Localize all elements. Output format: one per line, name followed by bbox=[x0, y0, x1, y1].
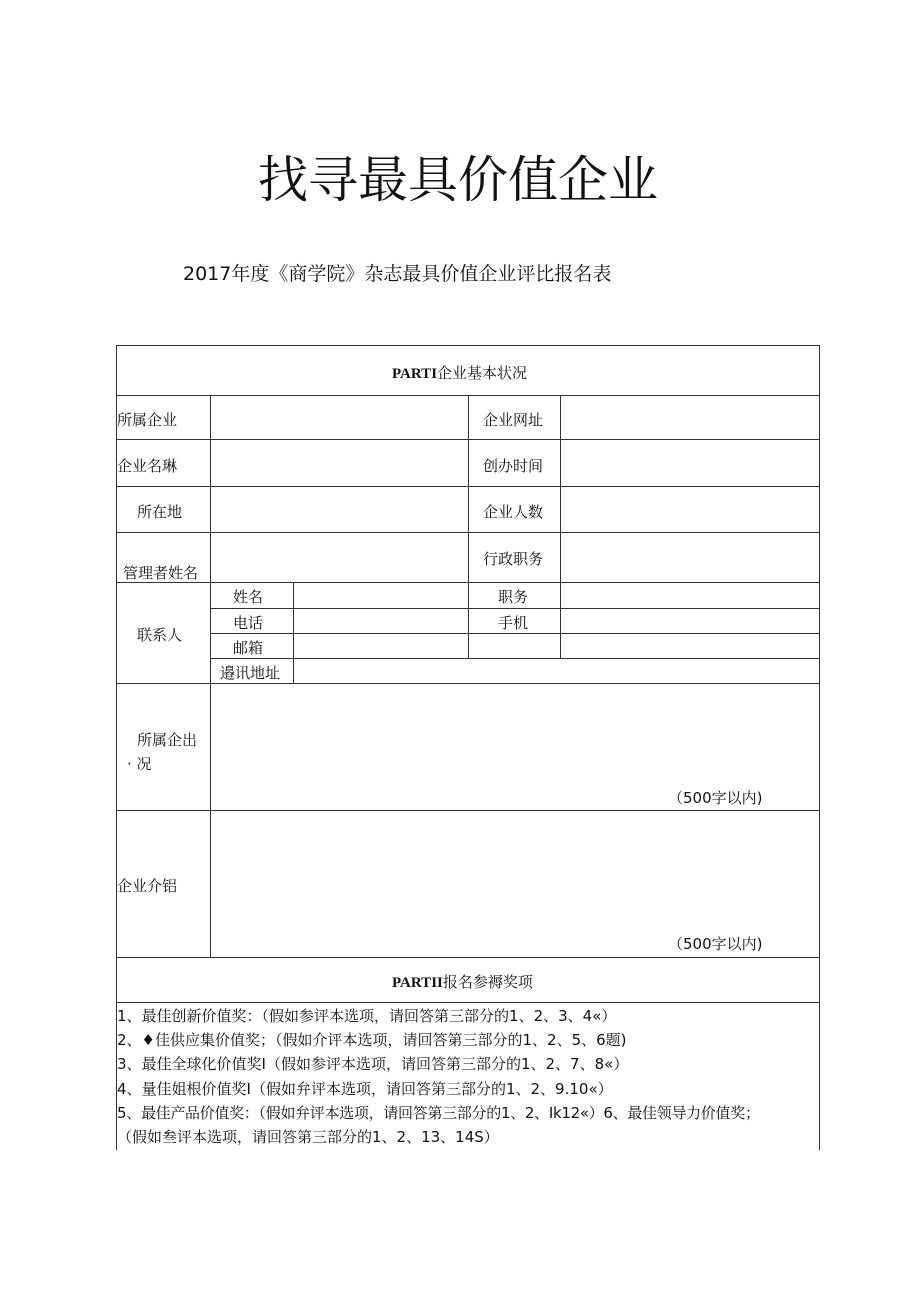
part1-heading: PARTI企业基本状况 bbox=[392, 364, 528, 382]
label-admin-position: 行政职务 bbox=[483, 550, 544, 568]
label-mobile: 手机 bbox=[498, 614, 529, 632]
label-contact: 联系人 bbox=[137, 626, 183, 644]
award-item: 1、最佳创新价值奖：（假如参评本选项，请回答第三部分的1、2、3、4«） bbox=[117, 1007, 617, 1025]
label-website: 企业网址 bbox=[483, 411, 544, 429]
label-contact-name: 姓名 bbox=[233, 588, 264, 606]
label-company-name: 企业名琳 bbox=[117, 457, 178, 475]
label-employees: 企业人数 bbox=[483, 503, 544, 521]
label-group-overview: 所属企出 · 况 bbox=[127, 731, 198, 773]
label-contact-position: 职务 bbox=[498, 588, 529, 606]
document-title: 找寻最具价值企业 bbox=[258, 151, 658, 209]
award-item: 2、♦佳供应集价值奖；（假如介评本选项，请回答第三部分的1、2、5、6题) bbox=[117, 1031, 627, 1049]
word-limit-2: （500字以内) bbox=[668, 935, 763, 953]
label-manager-name: 管理者姓名 bbox=[123, 564, 199, 582]
label-email: 邮箱 bbox=[233, 639, 264, 657]
word-limit-1: （500字以内) bbox=[668, 789, 763, 807]
award-item: 3、最佳全球化价值奖I（假如参评本选项，请回答第三部分的1、2、7、8«） bbox=[117, 1055, 629, 1073]
label-founded: 创办时间 bbox=[483, 457, 544, 475]
label-intro: 企业介铝 bbox=[117, 877, 178, 895]
label-address: 邉讯地址 bbox=[220, 664, 281, 682]
award-item: 4、量佳姐根价值奖I（假如弁评本选项，请回答第三部分的1、2、9.10«） bbox=[117, 1080, 613, 1098]
part2-heading: PARTII报名参褥奖项 bbox=[392, 973, 533, 991]
label-phone: 电话 bbox=[233, 614, 264, 632]
label-location: 所在地 bbox=[137, 503, 183, 521]
label-company-group: 所属企业 bbox=[117, 411, 178, 429]
award-item: （假如叁评本选项，请回答第三部分的1、2、13、14S） bbox=[117, 1128, 499, 1146]
document-subtitle: 2017年度《商学院》杂志最具价值企业评比报名表 bbox=[183, 263, 612, 285]
award-item: 5、最佳产品价值奖：（假如弁评本选项，请回答第三部分的1、2、Ik12«）6、最佳领导力价值奖； bbox=[117, 1104, 760, 1122]
